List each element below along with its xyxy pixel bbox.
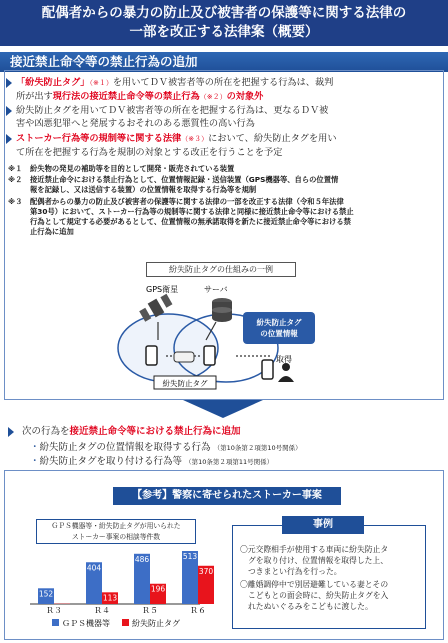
bar-value-label: 486 [134,554,150,564]
note-2: ※２ 接近禁止命令における禁止行為として、位置情報記録・送信装置（GPS機器等、自らの位置情 報を記録し、又は送信する装置）の位置情報を取得する行為等を規制 [8,175,339,194]
addition-highlight: 接近禁止命令等における禁止行為に追加 [69,426,241,437]
legend-swatch [122,619,129,626]
server-label: サーバ [204,285,228,294]
bar-value-label: 370 [198,566,214,576]
bar-value-label: 513 [182,551,198,561]
bar-value-label: 152 [38,589,54,599]
info-line-1: 紛失防止タグ [256,318,302,327]
gps-label: GPS衛星 [146,285,179,294]
category-label: Ｒ６ [190,606,206,615]
note-ref-3: （※３） [181,135,209,143]
diagram-title: 紛失防止タグの仕組みの一例 [146,262,296,277]
bullet-1-text-2: 所が出す [16,91,53,102]
category-label: Ｒ３ [46,606,62,615]
category-label: Ｒ５ [142,606,158,615]
acquire-label: 取得 [276,355,292,364]
bullet-1-term: 「紛失防止タグ」 [16,77,90,88]
item-1-ref: （第10条第２項第10号関係） [213,444,302,452]
bullet-3-term: ストーカー行為等の規制等に関する法律 [16,133,182,144]
chart-title-line: ストーカー事案の相談等件数 [71,533,161,541]
header-line-2: 一部を改正する法律案（概要） [129,24,319,40]
section-title: 接近禁止命令等の禁止行為の追加 [0,52,448,72]
header-line-1: 配偶者からの暴力の防止及び被害者の保護等に関する法律の [41,5,407,21]
info-line-2: の位置情報 [260,329,298,338]
bar-value-label: 3 [59,594,65,604]
legend-label: ＧＰＳ機器等 [62,619,110,628]
legend-label: 紛失防止タグ [132,619,180,628]
case-box [232,525,426,629]
case-item-1: 〇元交際相手が使用する車両に紛失防止タ グを取り付け、位置情報を取得した上、 つきまとい行為を行った。 [240,545,389,576]
bullet-2-text: 紛失防止タグを用いてＤＶ被害者等の所在を把握する行為は、更なるＤＶ被 [16,105,329,116]
addition-item-1: ・紛失防止タグの位置情報を取得する行為 （第10条第２項第10号関係） [30,442,302,453]
bullet-1-highlight: 現行法の接近禁止命令等の禁止行為 [52,91,200,102]
bullet-1-highlight-2: の対象外 [226,91,264,102]
bullet-1-text: を用いてＤＶ被害者等の所在を把握する行為は、裁判 [112,77,334,88]
note-1: ※１ 紛失物の発見の補助等を目的として開発・販売されている装置 [8,164,235,173]
note-ref-1: （※１） [89,79,113,87]
case-title: 事例 [282,516,364,534]
note-ref-2: （※２） [199,93,227,101]
addition-item-2: ・紛失防止タグを取り付ける行為等 （第10条第２項第11号関係） [30,456,274,467]
bar-value-label: 404 [86,563,102,573]
tag-label: 紛失防止タグ [162,379,208,388]
bullet-2-text-2: 害や凶悪犯罪へと発展するおそれのある悪質性の高い行為 [16,118,255,129]
legend-swatch [52,619,59,626]
case-item-2: 〇離婚調停中で別居避難している妻とその こどもとの面会時に、紛失防止タグを入 れたぬいぐるみをこどもに渡した。 [240,580,389,611]
chart-title-line: ＧＰＳ機器等・紛失防止タグが用いられた [51,522,181,530]
item-2-ref: （第10条第２項第11号関係） [185,458,274,466]
bar-value-label: 196 [150,584,166,594]
bullet-3-text: において、紛失防止タグを用い [208,133,337,144]
category-label: Ｒ４ [94,606,110,615]
bullet-3-text-2: て所在を把握する行為を規制の対象とする改正を行うことを予定 [16,147,283,158]
bar-value-label: 113 [102,593,118,603]
reference-title: 【参考】警察に寄せられたストーカー事案 [113,487,341,505]
addition-heading: 次の行為を接近禁止命令等における禁止行為に追加 [22,425,241,439]
note-3: ※３ 配偶者からの暴力の防止及び被害者の保護等に関する法律の一部を改正する法律（令和５年法律 第30号）において、ストーカー行為等の規制等に関する法律と同様に接近禁止命令等における禁止 行為として規定する必要があるとして、位置情報の無承諾取得を新たに接近禁止命令等における禁 止行為に追加 [8,197,354,236]
